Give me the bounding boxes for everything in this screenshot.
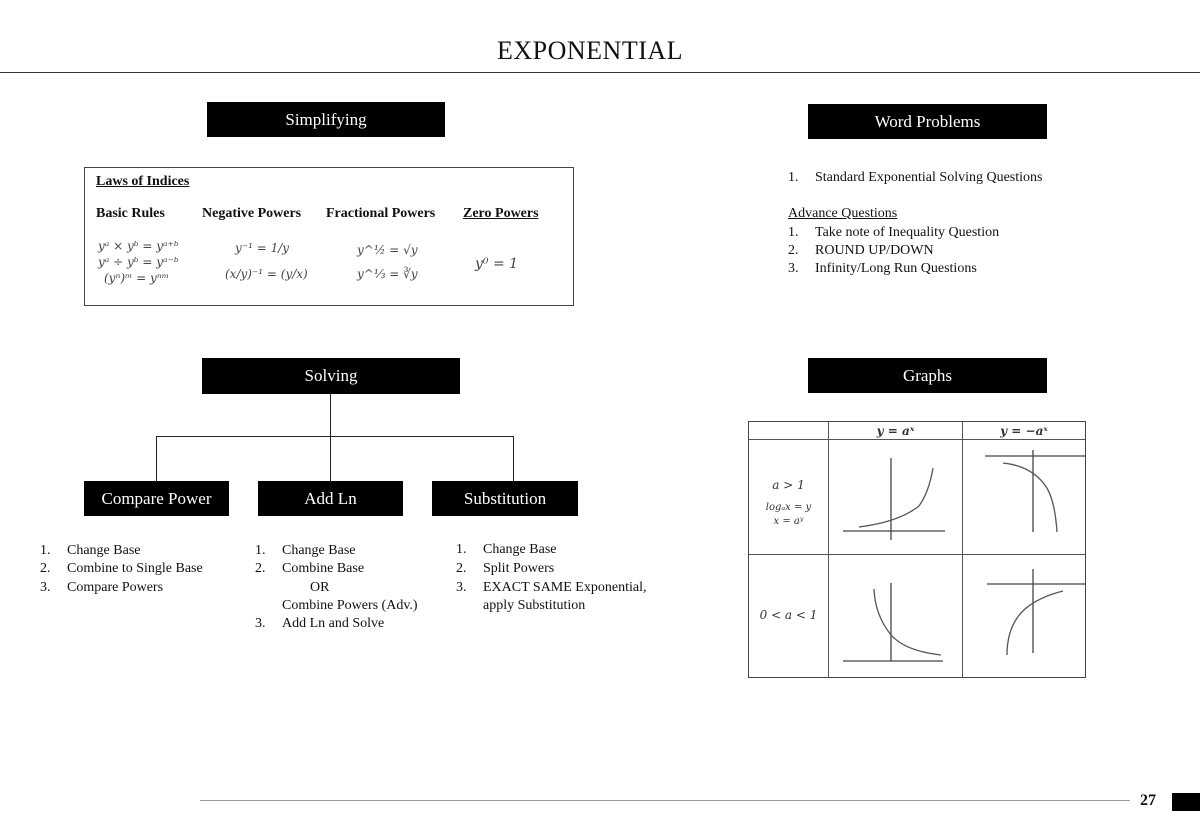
- compare-step-1: 1. Change Base: [40, 543, 141, 558]
- compare-step-3: 3. Compare Powers: [40, 580, 164, 595]
- tree-leg-left: [156, 436, 157, 481]
- advance-item-3: 3. Infinity/Long Run Questions: [788, 261, 977, 276]
- graph-neg-growth-curve: [1003, 463, 1057, 532]
- word-problems-header: Word Problems: [808, 104, 1047, 139]
- advance-questions-heading: Advance Questions: [788, 206, 898, 221]
- row1-exp: x = aʸ: [773, 516, 804, 527]
- negative-rule-1: y⁻¹ = 1/y: [235, 241, 290, 255]
- sub-step-3-cont: apply Substitution: [483, 598, 586, 613]
- graph-decay-curve: [874, 589, 941, 655]
- tree-trunk: [330, 394, 331, 437]
- graph-decay: [829, 555, 962, 677]
- sub-step-3: 3. EXACT SAME Exponential,: [456, 580, 647, 595]
- add-ln-step-2: 2. Combine Base: [255, 561, 365, 576]
- graphs-header: Graphs: [808, 358, 1047, 393]
- page-number-block: [1172, 793, 1200, 811]
- col-header-negative: y = −aˣ: [1000, 424, 1048, 438]
- graph-neg-growth: [963, 440, 1085, 554]
- simplifying-header: Simplifying: [207, 102, 445, 137]
- add-ln-or: OR: [310, 580, 330, 595]
- basic-rule-2: yᵃ ÷ yᵇ = yᵃ⁻ᵇ: [98, 255, 179, 269]
- zero-powers-heading: Zero Powers: [463, 206, 539, 221]
- graph-neg-decay: [963, 555, 1085, 677]
- fractional-rule-2: y^⅓ = ∛y: [357, 267, 418, 281]
- advance-item-1: 1. Take note of Inequality Question: [788, 225, 1000, 240]
- tree-branch: [156, 436, 514, 437]
- row1-log: logₐx = y: [765, 502, 812, 513]
- add-ln-alt: Combine Powers (Adv.): [282, 598, 418, 613]
- graph-neg-decay-curve: [1007, 591, 1063, 655]
- zero-rule: y⁰ = 1: [475, 256, 519, 272]
- title-divider: [0, 72, 1200, 73]
- negative-powers-heading: Negative Powers: [202, 206, 302, 221]
- basic-rule-3: (yⁿ)ᵐ = yⁿᵐ: [104, 271, 170, 285]
- solving-header: Solving: [202, 358, 460, 394]
- footer-rule: [200, 800, 1130, 801]
- compare-step-2: 2. Combine to Single Base: [40, 561, 203, 576]
- add-ln-step-1: 1. Change Base: [255, 543, 356, 558]
- row1-condition: a > 1: [772, 478, 805, 492]
- negative-rule-2: (x/y)⁻¹ = (y/x): [225, 267, 308, 281]
- page-number: 27: [1140, 792, 1156, 809]
- add-ln-step-3: 3. Add Ln and Solve: [255, 616, 385, 631]
- laws-of-indices-box: [84, 167, 574, 306]
- page-title: EXPONENTIAL: [496, 36, 684, 65]
- add-ln-box: Add Ln: [258, 481, 403, 516]
- advance-item-2: 2. ROUND UP/DOWN: [788, 243, 934, 258]
- tree-leg-right: [513, 436, 514, 481]
- graph-growth-curve: [859, 468, 933, 527]
- word-problem-item-1: 1. Standard Exponential Solving Questions: [788, 170, 1043, 185]
- graph-growth: [829, 440, 962, 554]
- laws-heading: Laws of Indices: [96, 174, 190, 189]
- sub-step-2: 2. Split Powers: [456, 561, 555, 576]
- basic-rules-heading: Basic Rules: [96, 206, 165, 221]
- fractional-rule-1: y^½ = √y: [357, 243, 418, 257]
- graphs-table: [748, 421, 1086, 678]
- fractional-powers-heading: Fractional Powers: [326, 206, 436, 221]
- row2-condition: 0 < a < 1: [759, 608, 818, 622]
- basic-rule-1: yᵃ × yᵇ = yᵃ⁺ᵇ: [98, 239, 179, 253]
- col-header-positive: y = aˣ: [876, 424, 915, 438]
- tree-leg-middle: [330, 436, 331, 481]
- substitution-box: Substitution: [432, 481, 578, 516]
- compare-power-box: Compare Power: [84, 481, 229, 516]
- sub-step-1: 1. Change Base: [456, 542, 557, 557]
